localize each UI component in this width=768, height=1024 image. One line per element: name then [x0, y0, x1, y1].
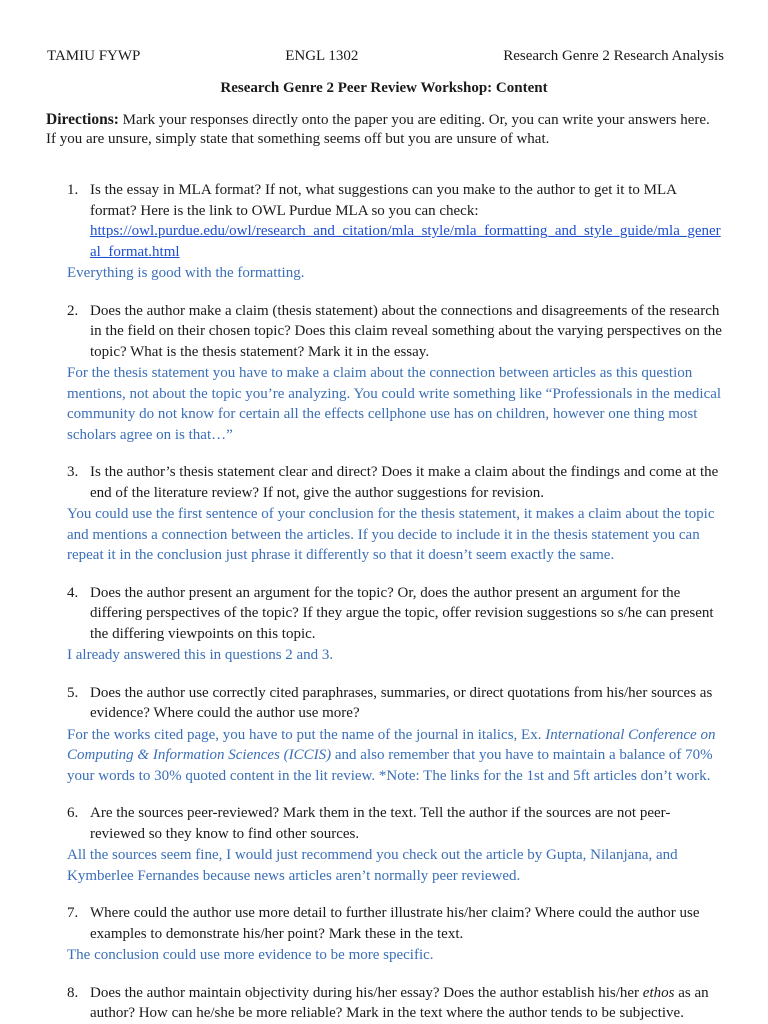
question-block-3 [46, 462, 722, 566]
question-number: 7. [67, 905, 79, 921]
directions-paragraph [46, 111, 722, 148]
question-text: Are the sources peer-reviewed? Mark them in the text. Tell the author if the sources are not peer-reviewed so they know to find other sources. [90, 805, 671, 842]
question-8 [46, 983, 722, 1024]
question-5 [46, 683, 722, 724]
question-1 [46, 180, 722, 262]
question-2 [46, 301, 722, 363]
answer-5-pre: For the works cited page, you have to put the name of the journal in italics, Ex. [67, 726, 546, 743]
question-block-8 [46, 983, 722, 1024]
question-text [90, 985, 709, 1022]
document-title: Research Genre 2 Peer Review Workshop: Content [220, 80, 548, 96]
owl-purdue-link[interactable]: https://owl.purdue.edu/owl/research_and_citation/mla_style/mla_formatting_and_style_guide/mla_general_format.html [90, 223, 721, 260]
question-text: Does the author present an argument for the topic? Or, does the author present an argument for the differing perspectives of the topic? If they argue the topic, offer revision suggestions so s/he can present the differing viewpoints on this topic. [90, 584, 714, 642]
question-8-post: as an author? How can he/she be more reliable? Mark in the text where the author tends to be subjective. [90, 984, 709, 1021]
question-text: Does the author use correctly cited paraphrases, summaries, or direct quotations from his/her sources as evidence? Where could the author use more? [90, 684, 713, 721]
question-block-6 [46, 803, 722, 886]
answer-6: All the sources seem fine, I would just recommend you check out the article by Gupta, Nilanjana, and Kymberlee Fernandes because news articles aren’t normally peer reviewed. [67, 847, 678, 884]
directions-text: Mark your responses directly onto the paper you are editing. Or, you can write your answers here. If you are unsure, simply state that something seems off but you are unsure of what. [46, 112, 710, 147]
question-6 [46, 803, 722, 844]
question-4 [46, 583, 722, 645]
question-number: 1. [67, 182, 79, 198]
question-block-5 [46, 683, 722, 787]
question-block-4 [46, 583, 722, 666]
question-text: Where could the author use more detail to further illustrate his/her claim? Where could the author use examples to demonstrate his/her point? Mark these in the text. [90, 905, 700, 942]
question-block-2 [46, 301, 722, 446]
answer-1: Everything is good with the formatting. [67, 265, 305, 281]
question-number: 5. [67, 684, 79, 701]
question-block-7 [46, 903, 722, 966]
answer-5 [67, 725, 722, 787]
question-7 [46, 903, 722, 944]
question-number: 4. [67, 584, 79, 601]
question-block-1 [46, 180, 722, 284]
answer-4: I already answered this in questions 2 and 3. [67, 647, 334, 663]
page-header [47, 46, 724, 66]
question-3 [46, 462, 722, 503]
question-number: 6. [67, 805, 79, 821]
answer-5-journal-name: International Conference on Computing & Information Sciences (ICCIS) [67, 726, 716, 763]
question-number: 3. [67, 464, 79, 480]
answer-7: The conclusion could use more evidence to be more specific. [67, 947, 434, 963]
questions-list [46, 180, 722, 1024]
ethos-term: ethos [642, 984, 675, 1001]
question-8-pre: Does the author maintain objectivity during his/her essay? Does the author establish his/her [90, 984, 643, 1001]
question-text: Does the author make a claim (thesis statement) about the connections and disagreements of the research in the field on their chosen topic? Does this claim reveal something about the varying perspectives on the topic? What is the thesis statement? Mark it in the essay. [90, 302, 722, 360]
header-right: Research Genre 2 Research Analysis [503, 48, 724, 64]
question-text: Is the essay in MLA format? If not, what suggestions can you make to the author to get it to MLA format? Here is the link to OWL Purdue MLA so you can check: [90, 182, 677, 219]
answer-5-post: and also remember that you have to maintain a balance of 70% your words to 30% quoted content in the lit review. *Note: The links for the 1st and 5ft articles don’t work. [67, 747, 713, 784]
header-left: TAMIU FYWP [47, 48, 141, 64]
header-center: ENGL 1302 [285, 48, 359, 64]
question-text: Is the author’s thesis statement clear and direct? Does it make a claim about the findings and come at the end of the literature review? If not, give the author suggestions for revision. [90, 464, 719, 501]
directions-label: Directions: [46, 111, 119, 128]
answer-2: For the thesis statement you have to make a claim about the connection between articles as this question mentions, not about the topic you’re analyzing. You could write something like “Professionals in the medical community do not know for certain all the effects cellphone use has on children, however one thing most scholars agree on is that…” [67, 365, 722, 443]
question-number: 2. [67, 302, 79, 319]
question-number: 8. [67, 984, 79, 1001]
answer-3: You could use the first sentence of your conclusion for the thesis statement, it makes a claim about the topic and mentions a connection between the articles. If you decide to include it in the thesis statement you can repeat it in the conclusion just phrase it differently so that it doesn’t seem exactly the same. [67, 506, 715, 563]
